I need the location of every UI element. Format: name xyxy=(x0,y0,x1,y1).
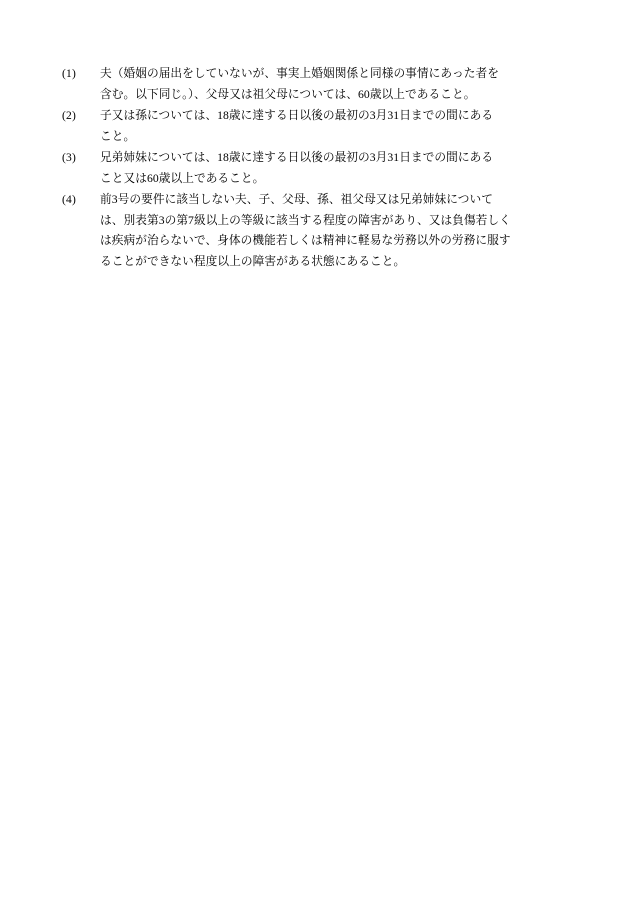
list-item-line: 前3号の要件に該当しない夫、子、父母、孫、祖父母又は兄弟姉妹について xyxy=(100,193,493,206)
list-item-line: ることができない程度以上の障害がある状態にあること。 xyxy=(100,254,406,268)
list-item-line: は疾病が治らないで、身体の機能若しくは精神に軽易な労務以外の労務に服す xyxy=(100,234,511,247)
list-item-marker: (3) xyxy=(62,152,77,164)
list-item-body xyxy=(100,190,574,272)
list-item xyxy=(62,64,574,105)
numbered-item-list xyxy=(62,64,574,272)
list-item-line: 子又は孫については、18歳に達する日以後の最初の3月31日までの間にある xyxy=(100,109,494,122)
list-item-line: こと又は60歳以上であること。 xyxy=(100,171,265,185)
list-item-line: 兄弟姉妹については、18歳に達する日以後の最初の3月31日までの間にある xyxy=(100,151,494,164)
list-item xyxy=(62,190,574,272)
list-item xyxy=(62,148,574,189)
list-item-body xyxy=(100,148,574,189)
list-item-line: 夫（婚姻の届出をしていないが、事実上婚姻関係と同様の事情にあった者を xyxy=(100,67,499,80)
list-item-line: 含む。以下同じ。）、父母又は祖父母については、60歳以上であること。 xyxy=(100,87,476,101)
list-item xyxy=(62,106,574,147)
list-item-line: こと。 xyxy=(100,129,136,143)
list-item-marker: (1) xyxy=(62,68,77,80)
list-item-marker: (4) xyxy=(62,194,77,206)
list-item-line: は、別表第3の第7級以上の等級に該当する程度の障害があり、又は負傷若しく xyxy=(100,213,511,227)
list-item-marker: (2) xyxy=(62,110,77,122)
list-item-body xyxy=(100,64,574,105)
list-item-body xyxy=(100,106,574,147)
